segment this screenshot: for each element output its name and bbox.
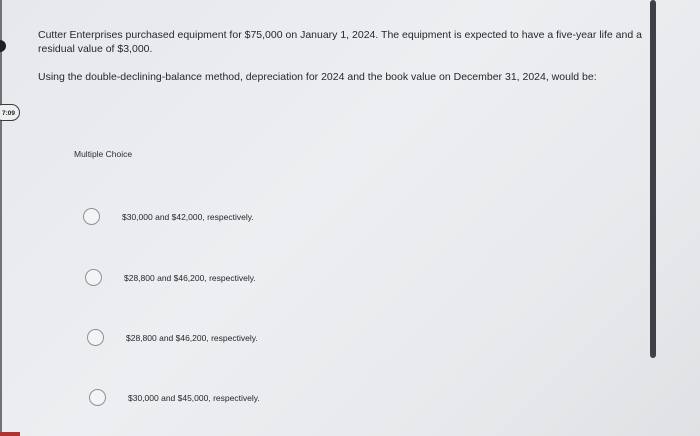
- answer-option-label: $28,800 and $46,200, respectively.: [126, 332, 258, 343]
- timer-badge: 7:09: [0, 104, 20, 121]
- answer-option-label: $28,800 and $46,200, respectively.: [124, 272, 256, 283]
- answer-option-label: $30,000 and $42,000, respectively.: [122, 211, 254, 222]
- answer-option-label: $30,000 and $45,000, respectively.: [128, 392, 260, 403]
- left-edge-bar: [0, 0, 2, 436]
- question-paragraph-1: Cutter Enterprises purchased equipment for $75,000 on January 1, 2024. The equipment is expected to have a five-year life and a residual value of $3,000.: [38, 29, 642, 55]
- bottom-edge-marker: [0, 432, 20, 436]
- multiple-choice-label: Multiple Choice: [74, 149, 133, 159]
- question-paragraph-2: Using the double-declining-balance method, depreciation for 2024 and the book value on December 31, 2024, would be:: [38, 71, 597, 83]
- answer-option-1[interactable]: [83, 208, 254, 225]
- answer-option-2[interactable]: [85, 269, 256, 286]
- scrollbar-thumb[interactable]: [650, 0, 656, 358]
- radio-button-icon[interactable]: [83, 208, 100, 225]
- navigation-dot-icon[interactable]: [0, 40, 6, 52]
- radio-button-icon[interactable]: [85, 269, 102, 286]
- answer-option-4[interactable]: [89, 389, 260, 406]
- question-text: [38, 28, 648, 84]
- radio-button-icon[interactable]: [87, 329, 104, 346]
- radio-button-icon[interactable]: [89, 389, 106, 406]
- answer-option-3[interactable]: [87, 329, 258, 346]
